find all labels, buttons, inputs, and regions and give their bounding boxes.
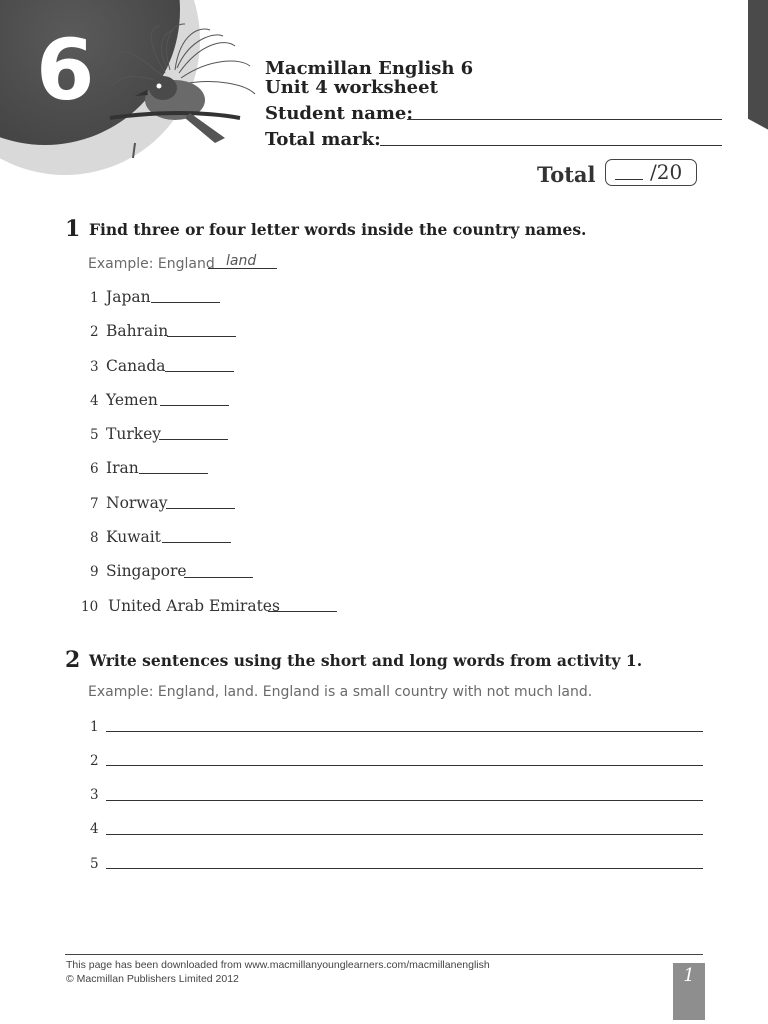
sentence-answer-line[interactable]	[106, 731, 703, 732]
list-item-number: 4	[90, 393, 99, 409]
page-number-tab	[673, 963, 705, 1020]
worksheet-unit-title: Unit 4 worksheet	[265, 77, 438, 98]
total-mark-field[interactable]	[380, 145, 722, 146]
country-name: Yemen	[106, 391, 158, 409]
sentence-answer-line[interactable]	[106, 800, 703, 801]
student-name-label: Student name:	[265, 103, 413, 124]
list-item-number: 9	[90, 564, 99, 580]
list-item-number: 6	[90, 461, 99, 477]
activity-1-example-answer: land	[226, 253, 257, 269]
answer-blank[interactable]	[165, 371, 234, 372]
line-number: 5	[90, 856, 99, 872]
side-tab-decoration	[748, 0, 768, 135]
total-max-score: /20	[650, 160, 683, 184]
activity-2-number: 2	[65, 647, 81, 673]
list-item-number: 7	[90, 496, 99, 512]
line-number: 4	[90, 821, 99, 837]
answer-blank[interactable]	[162, 542, 231, 543]
activity-2-instruction: Write sentences using the short and long words from activity 1.	[89, 651, 643, 670]
answer-blank[interactable]	[268, 611, 337, 612]
list-item-number: 1	[90, 290, 99, 306]
country-name: Norway	[106, 494, 168, 512]
level-number: 6	[36, 21, 95, 119]
list-item-number: 3	[90, 359, 99, 375]
answer-blank[interactable]	[159, 439, 228, 440]
line-number: 3	[90, 787, 99, 803]
answer-blank[interactable]	[160, 405, 229, 406]
country-name: Kuwait	[106, 528, 161, 546]
sentence-answer-line[interactable]	[106, 834, 703, 835]
list-item-number: 2	[90, 324, 99, 340]
list-item-number: 10	[81, 599, 99, 615]
country-name: Bahrain	[106, 322, 169, 340]
country-name: United Arab Emirates	[108, 597, 280, 615]
list-item-number: 8	[90, 530, 99, 546]
country-name: Canada	[106, 357, 166, 375]
country-name: Japan	[106, 288, 151, 306]
worksheet-series-title: Macmillan English 6	[265, 58, 474, 79]
footer-copyright: © Macmillan Publishers Limited 2012	[66, 973, 239, 985]
country-name: Singapore	[106, 562, 187, 580]
activity-1-number: 1	[65, 216, 81, 242]
footer-download-note: This page has been downloaded from www.macmillanyounglearners.com/macmillanenglish	[66, 959, 490, 971]
answer-blank[interactable]	[151, 302, 220, 303]
answer-blank[interactable]	[166, 508, 235, 509]
activity-1-instruction: Find three or four letter words inside the country names.	[89, 220, 587, 239]
activity-1-example-label: Example: England	[88, 256, 215, 272]
country-name: Turkey	[106, 425, 162, 443]
line-number: 2	[90, 753, 99, 769]
line-number: 1	[90, 719, 99, 735]
total-label: Total	[537, 162, 596, 187]
bird-illustration	[105, 18, 260, 163]
total-mark-label: Total mark:	[265, 129, 381, 150]
country-name: Iran	[106, 459, 139, 477]
page-number: 1	[683, 965, 695, 986]
answer-blank[interactable]	[167, 336, 236, 337]
list-item-number: 5	[90, 427, 99, 443]
total-score-field[interactable]	[615, 179, 643, 180]
footer-divider	[65, 954, 703, 955]
sentence-answer-line[interactable]	[106, 765, 703, 766]
answer-blank[interactable]	[139, 473, 208, 474]
student-name-field[interactable]	[407, 119, 722, 120]
answer-blank[interactable]	[184, 577, 253, 578]
activity-2-example: Example: England, land. England is a small country with not much land.	[88, 684, 593, 700]
sentence-answer-line[interactable]	[106, 868, 703, 869]
